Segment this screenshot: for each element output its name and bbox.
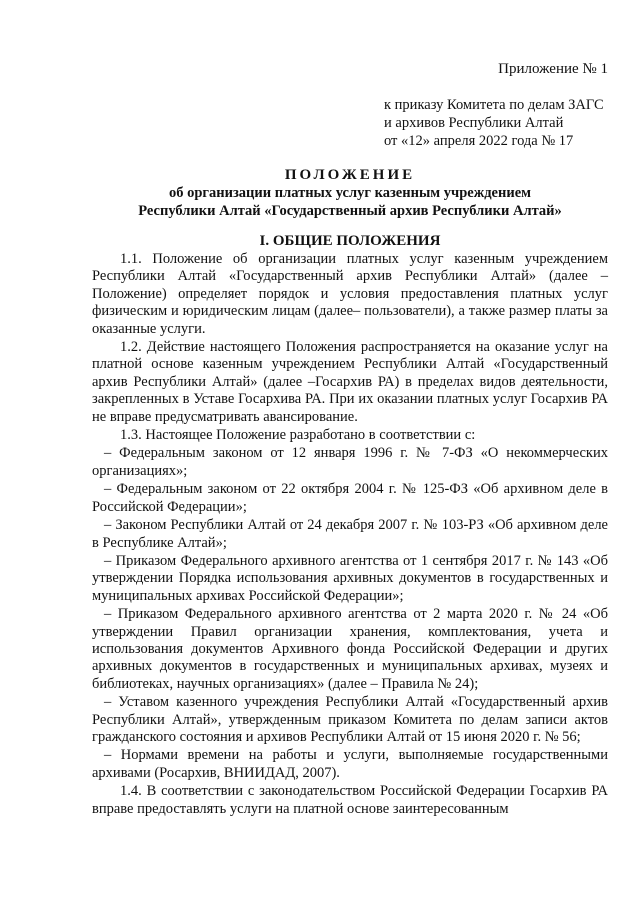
order-line: к приказу Комитета по делам ЗАГС <box>384 97 604 113</box>
list-item: – Уставом казенного учреждения Республики Алтай «Государственный архив Республики Алтай», утвержденным приказом Комитета по делам записи актов гражданского состояния и архивов Республики Алтай от 15 июня 2020 г. № 56; <box>92 694 608 745</box>
list-item: – Нормами времени на работы и услуги, выполняемые государственными архивами (Росархив, ВНИИДАД, 2007). <box>92 747 608 781</box>
document-body <box>92 251 608 819</box>
section-heading: I. ОБЩИЕ ПОЛОЖЕНИЯ <box>259 233 441 249</box>
order-line: и архивов Республики Алтай <box>384 115 564 131</box>
order-reference <box>384 96 604 150</box>
paragraph-1-3: 1.3. Настоящее Положение разработано в соответствии с: <box>120 427 476 444</box>
appendix-label: Приложение № 1 <box>498 61 608 77</box>
paragraph-1-4: 1.4. В соответствии с законодательством Российской Федерации Госархив РА вправе предоставлять услуги на платной основе заинтересованным <box>92 783 608 817</box>
order-line: от «12» апреля 2022 года № 17 <box>384 133 574 149</box>
list-item: – Федеральным законом от 12 января 1996 г. № 7-ФЗ «О некоммерческих организациях»; <box>92 445 608 479</box>
list-item: – Приказом Федерального архивного агентства от 1 сентября 2017 г. № 143 «Об утверждении Порядка использования архивных документов в государственных и муниципальных архивах Российской Федерации»; <box>92 552 608 604</box>
list-item: – Федеральным законом от 22 октября 2004 г. № 125-ФЗ «Об архивном деле в Российской Федерации»; <box>92 481 608 515</box>
title-line-1: ПОЛОЖЕНИЕ <box>284 167 416 183</box>
list-item: – Приказом Федерального архивного агентства от 2 марта 2020 г. № 24 «Об утверждении Правил организации хранения, комплектования, учета и использования документов Архивного фонда Российской Федерации и других архивных документов в государственных и муниципальных архивах, музеях и библиотеках, научных организациях» (далее – Правила № 24); <box>92 606 608 692</box>
title-line-2: об организации платных услуг казенным учреждением <box>168 185 532 201</box>
paragraph-1-2: 1.2. Действие настоящего Положения распространяется на оказание услуг на платной основе казенным учреждением Республики Алтай «Государственный архив Республики Алтай» (далее –Госархив РА) в пределах видов деятельности, закрепленных в Уставе Госархива РА. При их оказании платных услуг Госархив РА не вправе предусматривать авансирование. <box>92 339 608 425</box>
title-line-3: Республики Алтай «Государственный архив Республики Алтай» <box>138 203 562 219</box>
paragraph-1-1: 1.1. Положение об организации платных услуг казенным учреждением Республики Алтай «Государственный архив Республики Алтай» (далее – Положение) определяет порядок и условия предоставления платных услуг физическим и юридическим лицам (далее– пользователи), а также размер платы за оказанные услуги. <box>92 251 608 337</box>
document-title <box>92 166 608 220</box>
list-item: – Законом Республики Алтай от 24 декабря 2007 г. № 103-РЗ «Об архивном деле в Республике Алтай»; <box>92 517 608 551</box>
